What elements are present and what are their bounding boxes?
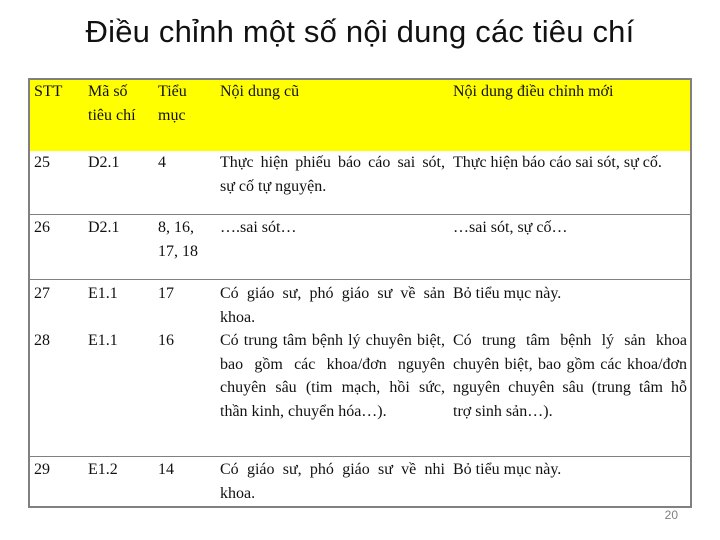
row-25-code: D2.1 [88,154,120,171]
page-number: 20 [664,508,678,522]
row-25-item: 4 [158,154,166,171]
row-25-stt: 25 [34,154,50,171]
row-27-item: 17 [158,285,174,302]
row-26-new-content: …sai sót, sự cố… [453,219,568,236]
row-27-stt: 27 [34,285,50,302]
row-28-old-content: Có trung tâm bệnh lý chuyên biệt, bao gồm các khoa/đơn nguyên chuyên sâu (tim mạch, hồi sức, thần kinh, chuyển hóa…). [220,332,445,420]
row-26-item: 8, 16, 17, 18 [158,219,198,260]
row-29-new-content: Bỏ tiểu mục này. [453,461,562,478]
row-26-old-content: ….sai sót… [220,219,297,236]
row-28-stt: 28 [34,332,50,349]
row-28-code: E1.1 [88,332,118,349]
row-27-old-content: Có giáo sư, phó giáo sư về sản khoa. [220,285,445,326]
row-26-code: D2.1 [88,219,120,236]
row-29-code: E1.2 [88,461,118,478]
header-new-content: Nội dung điều chỉnh mới [453,83,614,100]
row-25-old-content: Thực hiện phiếu báo cáo sai sót, sự cố tự nguyện. [220,154,445,195]
header-item: Tiểu mục [158,83,187,124]
row-29-item: 14 [158,461,174,478]
header-old-content: Nội dung cũ [220,83,300,100]
header-stt: STT [34,83,63,100]
row-28-item: 16 [158,332,174,349]
row-27-code: E1.1 [88,285,118,302]
row-29-stt: 29 [34,461,50,478]
row-26-stt: 26 [34,219,50,236]
row-27-new-content: Bỏ tiểu mục này. [453,285,562,302]
row-29-old-content: Có giáo sư, phó giáo sư về nhi khoa. [220,461,445,502]
slide-title: Điều chỉnh một số nội dung các tiêu chí [85,14,635,49]
table-border [28,78,692,508]
header-code: Mã số tiêu chí [88,83,136,124]
row-25-new-content: Thực hiện báo cáo sai sót, sự cố. [453,154,662,171]
row-28-new-content: Có trung tâm bệnh lý sản khoa chuyên biệt, bao gồm các khoa/đơn nguyên chuyên sâu (trung tâm hỗ trợ sinh sản…). [453,332,687,420]
